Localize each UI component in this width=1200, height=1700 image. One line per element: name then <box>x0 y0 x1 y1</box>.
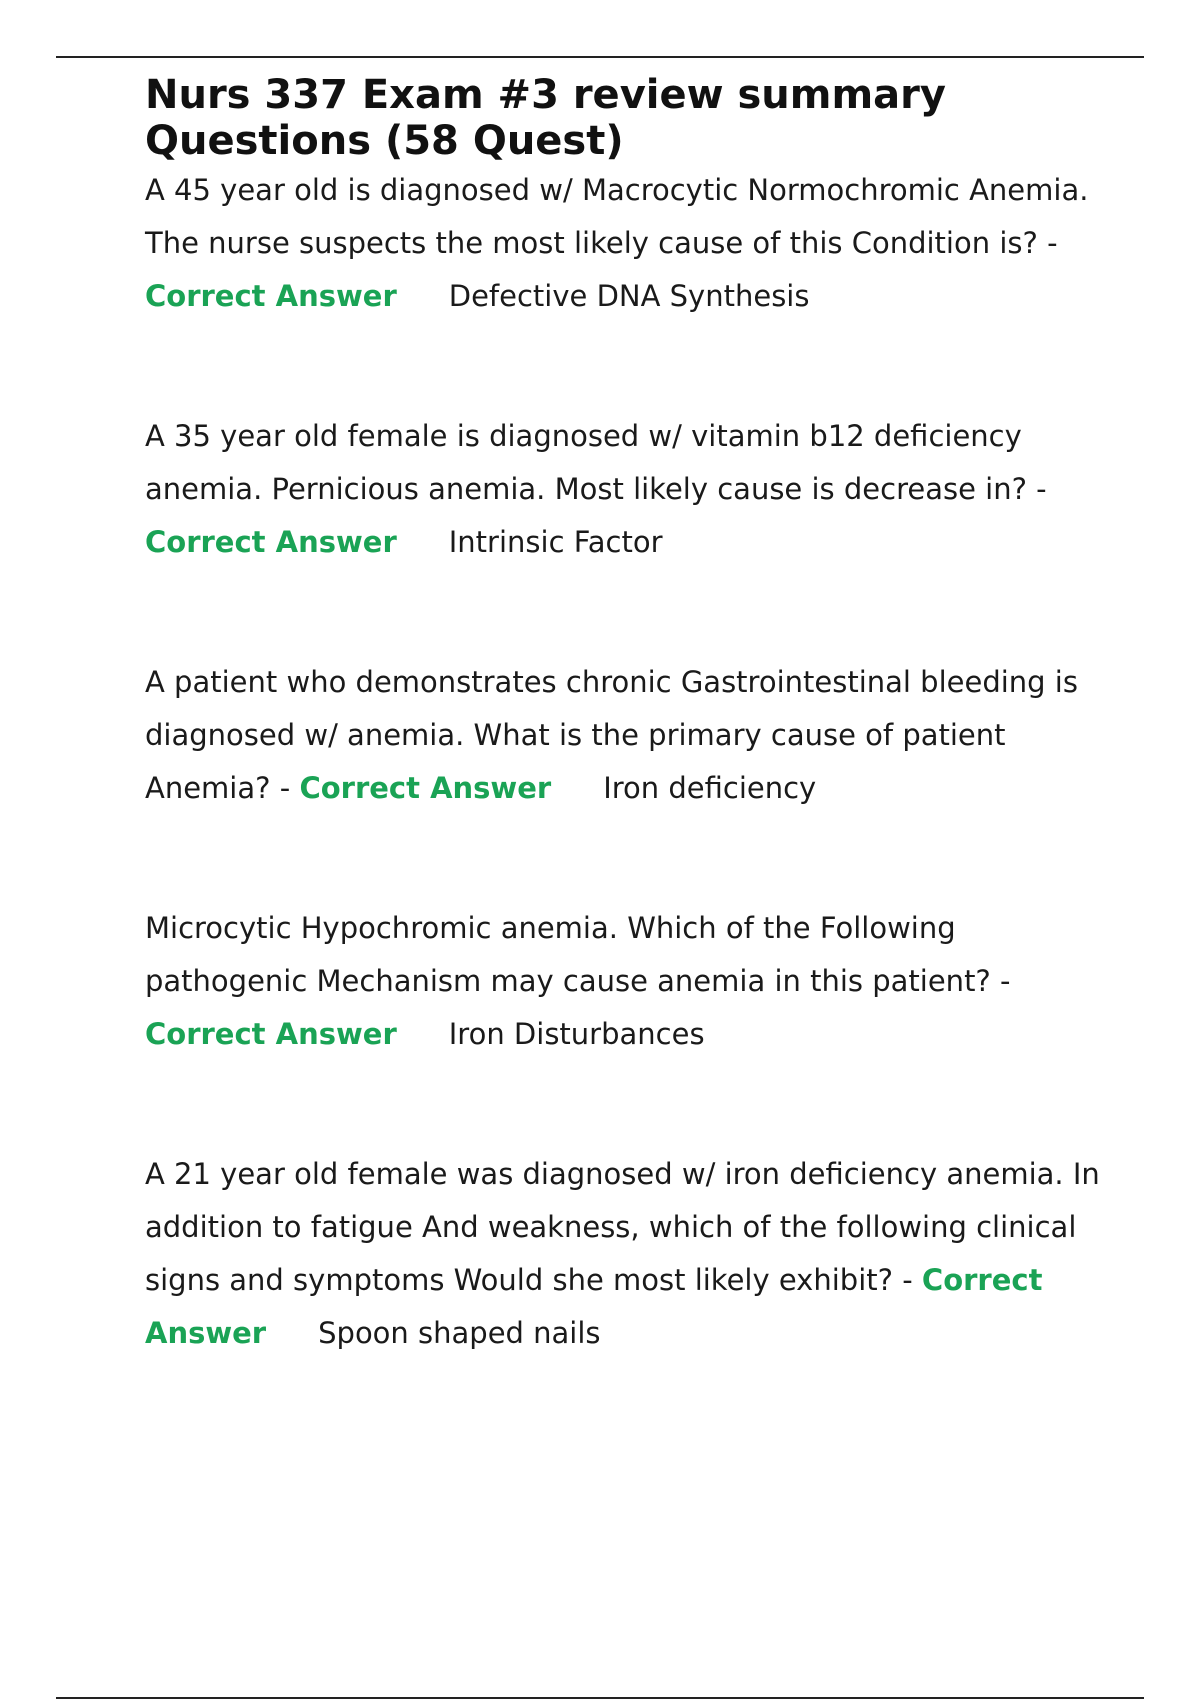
question-text: A 45 year old is diagnosed w/ Macrocytic Normochromic Anemia. The nurse suspects the most likely cause of this Condition is? <box>145 173 1089 260</box>
correct-answer-label: Correct Answer <box>299 771 552 805</box>
correct-answer-label: Correct Answer <box>145 525 397 559</box>
top-divider <box>56 56 1144 58</box>
answer-text: Iron deficiency <box>603 771 817 805</box>
separator: - <box>1037 226 1058 260</box>
qa-item <box>145 1148 1105 1360</box>
correct-answer-label: Correct Answer <box>145 1263 1043 1350</box>
qa-item <box>145 656 1105 815</box>
question-text: Microcytic Hypochromic anemia. Which of the Following pathogenic Mechanism may cause anemia in this patient? <box>145 911 991 998</box>
document-title: Nurs 337 Exam #3 review summary Questions (58 Quest) <box>145 72 946 164</box>
qa-item <box>145 164 1105 323</box>
separator: - <box>990 964 1011 998</box>
separator: - <box>270 771 300 805</box>
answer-text: Spoon shaped nails <box>318 1316 601 1350</box>
answer-text: Intrinsic Factor <box>448 525 663 559</box>
answer-text: Iron Disturbances <box>448 1017 705 1051</box>
answer-text: Defective DNA Synthesis <box>448 279 810 313</box>
question-text: A patient who demonstrates chronic Gastrointestinal bleeding is diagnosed w/ anemia. What is the primary cause of patient Anemia? <box>145 665 1078 805</box>
document-body <box>145 72 1105 1360</box>
separator: - <box>1026 472 1047 506</box>
correct-answer-label: Correct Answer <box>145 1017 397 1051</box>
separator: - <box>893 1263 922 1297</box>
question-text: A 21 year old female was diagnosed w/ iron deficiency anemia. In addition to fatigue And weakness, which of the following clinical signs and symptoms Would she most likely exhibit? <box>145 1157 1100 1297</box>
correct-answer-label: Correct Answer <box>145 279 397 313</box>
question-text: A 35 year old female is diagnosed w/ vitamin b12 deficiency anemia. Pernicious anemia. Most likely cause is decrease in? <box>145 419 1027 506</box>
bottom-divider <box>56 1697 1144 1699</box>
qa-item <box>145 902 1105 1061</box>
qa-item <box>145 410 1105 569</box>
